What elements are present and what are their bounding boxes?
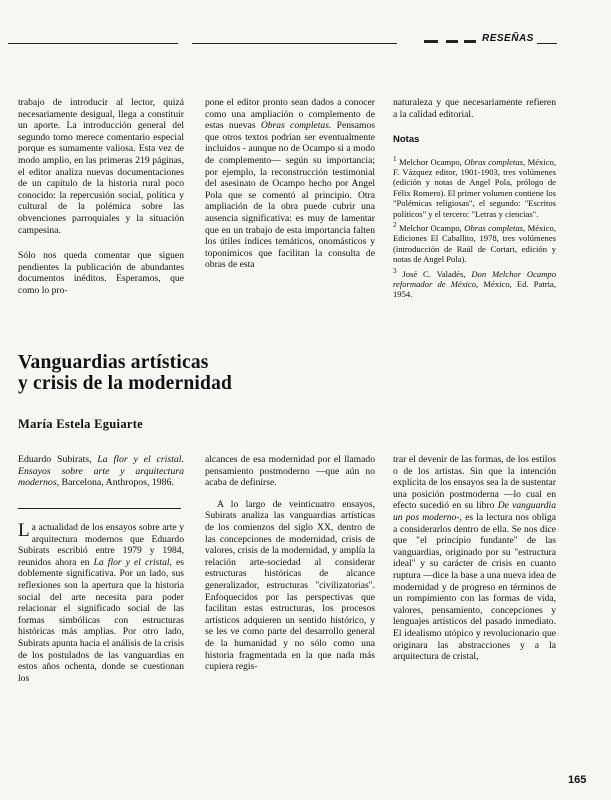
article-col3-italic: De vanguardia un pos moderno- [393,500,557,523]
article-column-2 [205,454,375,673]
header-rule-right [537,43,557,44]
note-2-number: 2 [393,221,397,230]
article-col3-text-b: , es la lectura nos obliga a considerarlos dentro de ella. Se nos dice que "el principio fundante" de las vanguardias, originado por su "estructura ideal" y su carácter de crisis en cuanto ruptura —dice la base a una nueva idea de modernidad y de progreso en términos de un rompimiento con las formas de vida, valores, pensamiento, concepciones y lenguajes artísticos del pasado inmediato. El idealismo utópico y revolucionario que originara las abstracciones y a la arquitectura de cristal, [393,511,556,663]
header-rule-left [8,43,178,44]
header-dash-3 [464,40,476,43]
article-col2-paragraph-1: alcances de esa modernidad por el llamado pensamiento postmoderno —que aún no acaba de definirse. [205,454,375,489]
top-col2-before: pone el editor pronto sean dados a conocer como una ampliación o complemento de estas nuevas [205,97,375,132]
top-col2-after: Pensamos que otros textos podrían ser eventualmente incluidos - aunque no de Ocampo si a modo de complemento— según su importancia; por ejemplo, la reconstrucción testimonial del asesinato de Ocampo hecho por Angel Pola que se comentó al principio. Otra ampliación de la obra puede cubrir una ausencia significativa: es muy de lamentar que en un trabajo de esta importancia falten los útiles índices temáticos, onomásticos y toponímicos que facilitan la consulta de obras de esta [205,120,375,271]
note-3-italic: Don Melchor Ocampo reformador de México [393,268,557,289]
note-1 [393,154,556,219]
article-title [18,352,378,394]
header-dash-2 [446,40,458,43]
article-title-line-1: Vanguardias artísticas [18,352,209,373]
reference-title: La flor y el cristal. Ensayos sobre arte y arquitectura modernos [18,454,184,489]
note-2-italic: Obras completas [464,222,524,233]
top-col1-paragraph-2: Sólo nos queda comentar que siguen pendientes la publicación de abundantes documentos inéditos. Esperamos, que como lo pro- [18,250,184,296]
article-col1-text-b: , es doblemente significativa. Por un lado, sus reflexiones son la apertura que la historia social del arte necesita para poder relacionar el significado social de las formas simbólicas con estructuras históricas más amplias. Por otro lado, Subirats apunta hacia el análisis de la crisis de los postulados de las vanguardias en estos años ochenta, donde se cuestionan los [18,556,184,684]
note-2-after: , México, Ediciones El Caballito, 1978, tres volúmenes (introducción de Raúl de Cortari, edición y notas de Angel Pola). [393,222,556,265]
top-column-3 [393,97,556,300]
article-col3-paragraph [393,454,556,663]
note-3-before: José C. Valadés, [396,268,472,279]
article-column-1-body [18,522,184,684]
reference-author: Eduardo Subirats, [18,454,98,465]
article-col1-paragraph [18,522,184,684]
note-2 [393,220,556,264]
article-column-1 [18,454,184,489]
top-column-2 [205,97,375,271]
article-col2-paragraph-2: A lo largo de veinticuatro ensayos, Subirats analiza las vanguardias artísticas de los comienzos del siglo XX, dentro de las concepciones de modernidad, crisis de valores, crisis de la modernidad, y amplía la relación arte-sociedad al considerar estructuras históricas de alcance generalizador, estructuras "civilizatorias". Enfoquecidos por las perspectivas que facilitan estas estructuras, los procesos artísticos adquieren un sentido histórico, y se les ve como parte del desarrollo general de la humanidad y no sólo como una historia fragmentada en la que nada más cupiera regis- [205,498,375,673]
note-1-before: Melchor Ocampo, [396,156,465,167]
note-1-after: , México, F. Vázquez editor, 1901-1903, tres volúmenes (edición y notas de Angel Pola, prólogo de Félix Romero). El primer volumen contiene los "Polémicas religiosas", el segundo: "Escritos políticos" y el tercero: "Letras y ciencias". [393,156,557,219]
note-2-before: Melchor Ocampo, [396,222,465,233]
book-reference [18,454,184,489]
header-rule-middle [192,43,397,44]
note-3-number: 3 [393,266,397,275]
page-number: 165 [568,774,587,786]
top-col1-paragraph-1: trabajo de introducir al lector, quizá necesariamente desigual, llega a constituir un aporte. La introducción general del segundo tomo merece comentario especial porque es sumamente valiosa. Esta vez de modo amplio, en las primeras 219 páginas, el editor analiza nuevas documentaciones de un capítulo de la historia rural poco conocido: la repercusión social, política y cultural de la polémica sobre las obvenciones parroquiales y la situación campesina. [18,97,184,236]
note-1-number: 1 [393,154,397,163]
reference-divider [18,508,181,509]
note-1-italic: Obras completas [464,156,524,167]
top-col3-paragraph: naturaleza y que necesariamente refieren a la calidad editorial. [393,97,556,120]
article-column-3 [393,454,556,663]
section-label: RESEÑAS [482,33,534,44]
top-col2-italic: Obras completas. [260,120,332,132]
article-col1-italic: La flor y el cristal [93,556,170,568]
notes-title: Notas [393,134,420,146]
article-col1-text-a: a actualidad de los ensayos sobre arte y arquitectura modernos que Eduardo Subirats escribió entre 1979 y 1984, reunidos ahora en [18,522,184,568]
article-col3-text-a: trar el devenir de las formas, de los estilos o de los artistas. Sin que la intención explícita de los ensayos sea la de sustentar una posición postmoderna —lo cual en efecto sucedió en su libro [393,454,556,512]
note-3-after: , México, Ed. Patria, 1954. [393,278,556,300]
article-author: María Estela Eguiarte [18,417,144,431]
dropcap-letter: L [18,520,30,541]
article-title-line-2: y crisis de la modernidad [18,373,233,394]
reference-publisher: , Barcelona, Anthropos, 1986. [56,477,174,489]
top-column-1 [18,97,184,297]
top-col2-paragraph [205,97,375,271]
header-dash-1 [424,40,438,43]
note-3 [393,266,556,300]
